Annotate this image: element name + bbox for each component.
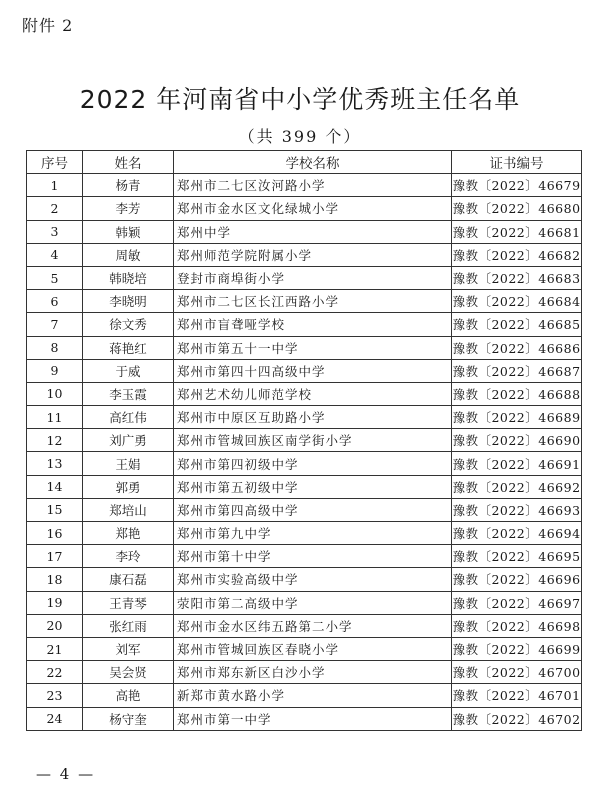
row-name: 徐文秀 [83, 313, 174, 336]
table-header-row [27, 151, 582, 174]
attachment-label: 附件 2 [22, 16, 74, 35]
table-row [27, 406, 582, 429]
row-certificate: 豫教〔2022〕46679 [452, 174, 582, 197]
row-school: 郑州市二七区长江西路小学 [174, 290, 452, 313]
row-name: 李玲 [83, 545, 174, 568]
document-subtitle: （共 399 个） [238, 127, 362, 146]
table-row [27, 452, 582, 475]
row-certificate: 豫教〔2022〕46701 [452, 684, 582, 707]
table-row [27, 174, 582, 197]
row-index: 13 [27, 452, 83, 475]
header-name: 姓名 [83, 151, 174, 174]
row-certificate: 豫教〔2022〕46680 [452, 197, 582, 220]
row-name: 郑艳 [83, 522, 174, 545]
row-certificate: 豫教〔2022〕46693 [452, 498, 582, 521]
row-index: 17 [27, 545, 83, 568]
row-school: 郑州市第十中学 [174, 545, 452, 568]
row-index: 5 [27, 266, 83, 289]
row-school: 新郑市黄水路小学 [174, 684, 452, 707]
row-index: 22 [27, 661, 83, 684]
row-school: 荥阳市第二高级中学 [174, 591, 452, 614]
row-school: 郑州市第一中学 [174, 707, 452, 730]
row-index: 12 [27, 429, 83, 452]
table-row [27, 568, 582, 591]
row-school: 郑州中学 [174, 220, 452, 243]
row-index: 3 [27, 220, 83, 243]
row-index: 20 [27, 614, 83, 637]
table-row [27, 197, 582, 220]
row-certificate: 豫教〔2022〕46699 [452, 637, 582, 660]
row-school: 郑州市第四十四高级中学 [174, 359, 452, 382]
row-certificate: 豫教〔2022〕46685 [452, 313, 582, 336]
row-index: 24 [27, 707, 83, 730]
row-name: 蒋艳红 [83, 336, 174, 359]
row-school: 郑州市金水区纬五路第二小学 [174, 614, 452, 637]
row-certificate: 豫教〔2022〕46689 [452, 406, 582, 429]
row-school: 郑州市第五十一中学 [174, 336, 452, 359]
header-index: 序号 [27, 151, 83, 174]
row-school: 郑州市第四初级中学 [174, 452, 452, 475]
row-certificate: 豫教〔2022〕46694 [452, 522, 582, 545]
table-row [27, 266, 582, 289]
row-school: 郑州师范学院附属小学 [174, 243, 452, 266]
row-certificate: 豫教〔2022〕46700 [452, 661, 582, 684]
row-certificate: 豫教〔2022〕46683 [452, 266, 582, 289]
row-certificate: 豫教〔2022〕46692 [452, 475, 582, 498]
row-school: 郑州市郑东新区白沙小学 [174, 661, 452, 684]
row-name: 郑培山 [83, 498, 174, 521]
table-row [27, 290, 582, 313]
row-index: 6 [27, 290, 83, 313]
row-index: 19 [27, 591, 83, 614]
table-row [27, 475, 582, 498]
row-certificate: 豫教〔2022〕46687 [452, 359, 582, 382]
row-certificate: 豫教〔2022〕46684 [452, 290, 582, 313]
row-name: 刘军 [83, 637, 174, 660]
row-school: 登封市商埠街小学 [174, 266, 452, 289]
table-row [27, 591, 582, 614]
row-name: 康石磊 [83, 568, 174, 591]
row-certificate: 豫教〔2022〕46686 [452, 336, 582, 359]
table-row [27, 243, 582, 266]
row-name: 李玉霞 [83, 382, 174, 405]
row-index: 11 [27, 406, 83, 429]
row-name: 刘广勇 [83, 429, 174, 452]
row-name: 高红伟 [83, 406, 174, 429]
row-index: 10 [27, 382, 83, 405]
row-school: 郑州市第九中学 [174, 522, 452, 545]
row-certificate: 豫教〔2022〕46698 [452, 614, 582, 637]
row-school: 郑州市盲聋哑学校 [174, 313, 452, 336]
row-index: 7 [27, 313, 83, 336]
row-school: 郑州市实验高级中学 [174, 568, 452, 591]
row-name: 李晓明 [83, 290, 174, 313]
row-certificate: 豫教〔2022〕46681 [452, 220, 582, 243]
row-index: 8 [27, 336, 83, 359]
table-row [27, 545, 582, 568]
row-index: 2 [27, 197, 83, 220]
table-row [27, 220, 582, 243]
row-index: 4 [27, 243, 83, 266]
row-school: 郑州市二七区汝河路小学 [174, 174, 452, 197]
table-row [27, 614, 582, 637]
row-name: 王娟 [83, 452, 174, 475]
table-row [27, 522, 582, 545]
row-name: 吴会贤 [83, 661, 174, 684]
row-index: 1 [27, 174, 83, 197]
row-certificate: 豫教〔2022〕46696 [452, 568, 582, 591]
row-name: 郭勇 [83, 475, 174, 498]
row-name: 韩晓培 [83, 266, 174, 289]
table-row [27, 336, 582, 359]
row-certificate: 豫教〔2022〕46690 [452, 429, 582, 452]
row-index: 16 [27, 522, 83, 545]
row-index: 14 [27, 475, 83, 498]
table-row [27, 661, 582, 684]
row-name: 杨守奎 [83, 707, 174, 730]
row-index: 9 [27, 359, 83, 382]
row-school: 郑州市管城回族区南学街小学 [174, 429, 452, 452]
row-school: 郑州市第四高级中学 [174, 498, 452, 521]
header-certificate: 证书编号 [452, 151, 582, 174]
row-school: 郑州市第五初级中学 [174, 475, 452, 498]
row-name: 高艳 [83, 684, 174, 707]
row-certificate: 豫教〔2022〕46702 [452, 707, 582, 730]
document-title: 2022 年河南省中小学优秀班主任名单 [79, 85, 521, 114]
row-name: 张红雨 [83, 614, 174, 637]
row-certificate: 豫教〔2022〕46691 [452, 452, 582, 475]
row-index: 23 [27, 684, 83, 707]
table-row [27, 498, 582, 521]
row-school: 郑州市中原区互助路小学 [174, 406, 452, 429]
row-name: 于威 [83, 359, 174, 382]
table-row [27, 637, 582, 660]
table-row [27, 382, 582, 405]
table-row [27, 359, 582, 382]
row-school: 郑州艺术幼儿师范学校 [174, 382, 452, 405]
row-name: 周敏 [83, 243, 174, 266]
page-number: — 4 — [36, 765, 96, 783]
row-certificate: 豫教〔2022〕46695 [452, 545, 582, 568]
table-row [27, 313, 582, 336]
honoree-table [26, 150, 582, 731]
row-index: 21 [27, 637, 83, 660]
row-name: 韩颖 [83, 220, 174, 243]
table-row [27, 684, 582, 707]
header-school: 学校名称 [174, 151, 452, 174]
row-certificate: 豫教〔2022〕46688 [452, 382, 582, 405]
row-name: 王青琴 [83, 591, 174, 614]
row-school: 郑州市管城回族区春晓小学 [174, 637, 452, 660]
table-row [27, 429, 582, 452]
row-index: 15 [27, 498, 83, 521]
row-certificate: 豫教〔2022〕46697 [452, 591, 582, 614]
row-certificate: 豫教〔2022〕46682 [452, 243, 582, 266]
table-row [27, 707, 582, 730]
row-school: 郑州市金水区文化绿城小学 [174, 197, 452, 220]
row-name: 李芳 [83, 197, 174, 220]
row-index: 18 [27, 568, 83, 591]
table-body [27, 174, 582, 731]
row-name: 杨青 [83, 174, 174, 197]
